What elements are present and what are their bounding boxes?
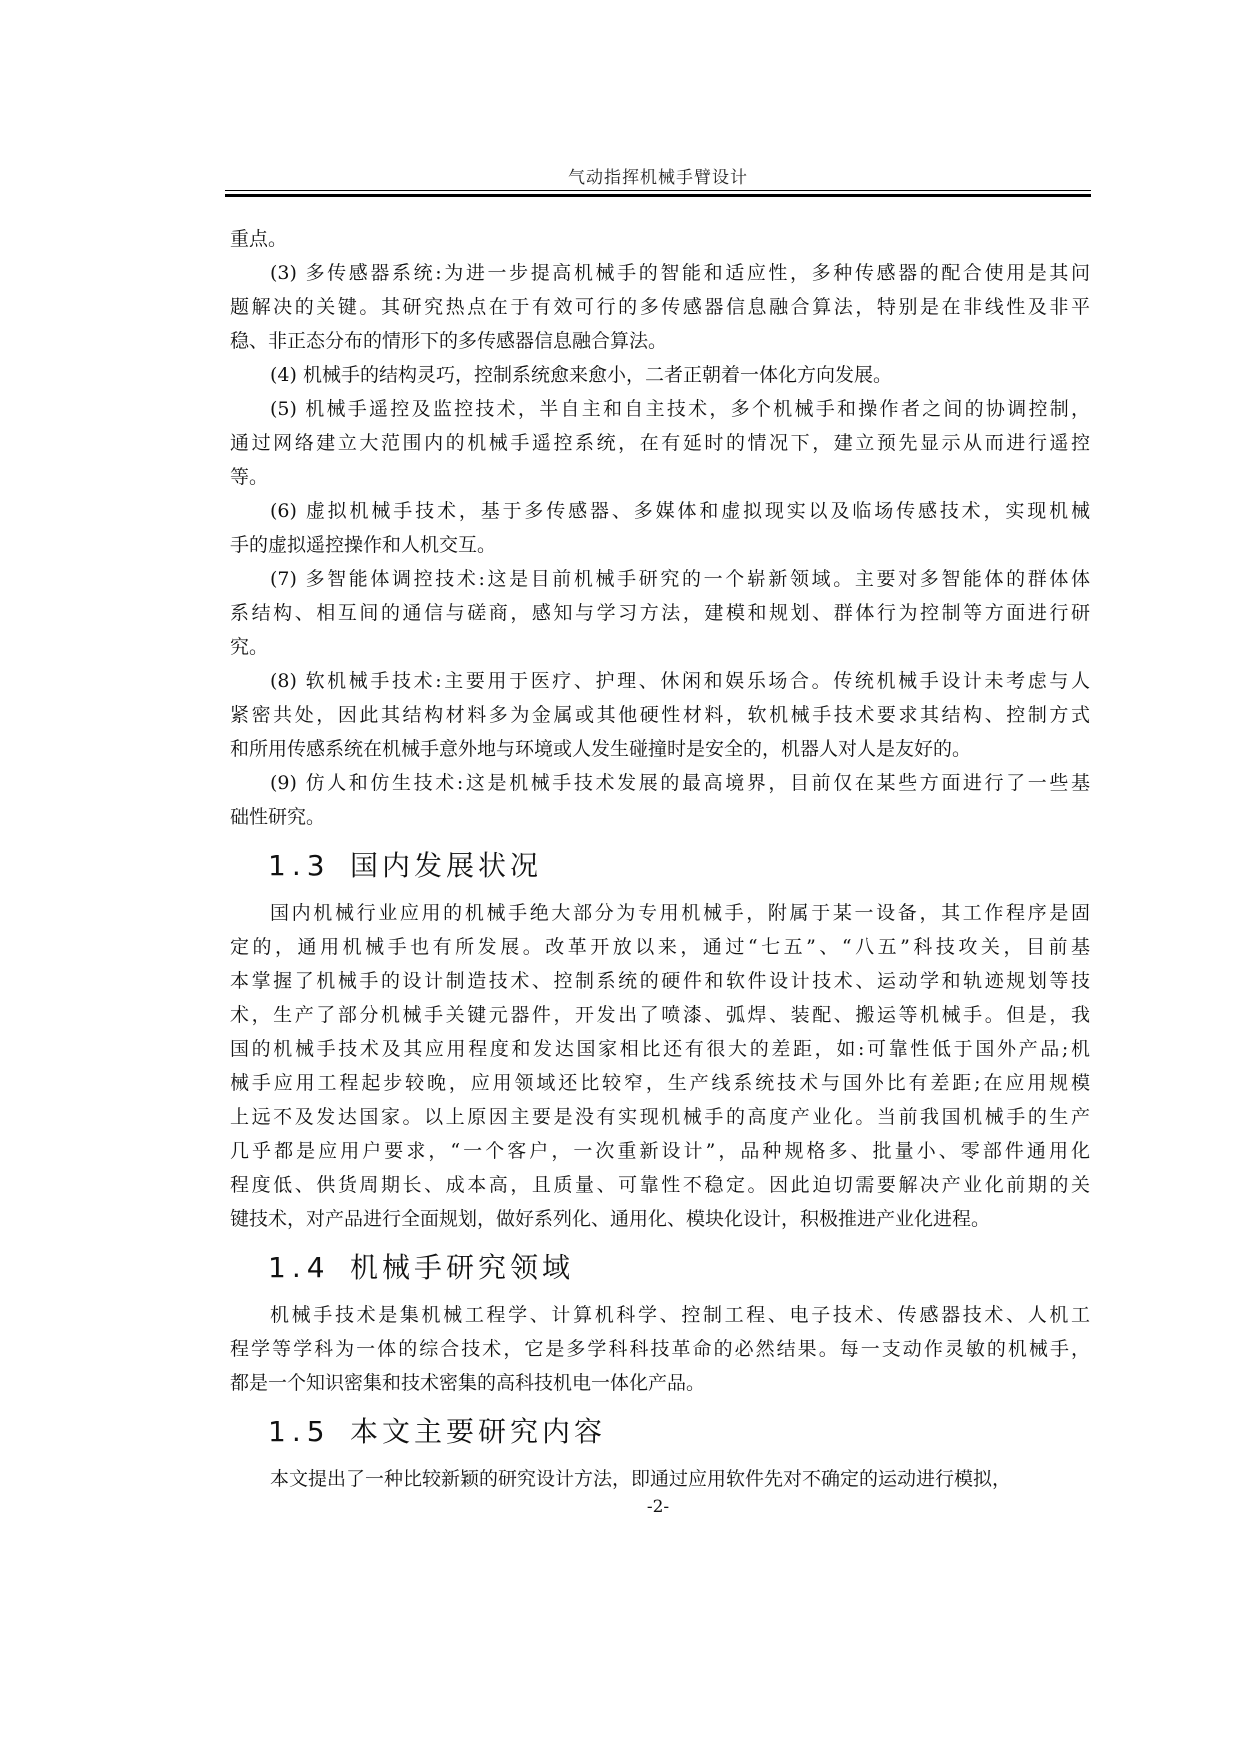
- text-line: 本文提出了一种比较新颖的研究设计方法，即通过应用软件先对不确定的运动进行模拟，: [270, 1468, 1012, 1490]
- paragraph: [230, 766, 1090, 834]
- paragraph: [230, 222, 1090, 256]
- text-line: 础性研究。: [230, 806, 326, 828]
- running-header: 气动指挥机械手臂设计: [568, 168, 748, 188]
- text-line: 械手应用工程起步较晚，应用领域还比较窄，生产线系统技术与国外比有差距;在应用规模: [230, 1072, 1090, 1094]
- paragraph: [230, 358, 1090, 392]
- paragraph: [230, 1298, 1090, 1400]
- section-title: 国内发展状况: [350, 849, 543, 882]
- text-line: 通过网络建立大范围内的机械手遥控系统，在有延时的情况下，建立预先显示从而进行遥控: [230, 432, 1090, 454]
- header-rule-thin: [225, 190, 1091, 191]
- text-line: (7) 多智能体调控技术:这是目前机械手研究的一个崭新领域。主要对多智能体的群体体: [270, 568, 1090, 590]
- text-line: (5) 机械手遥控及监控技术，半自主和自主技术，多个机械手和操作者之间的协调控制，: [270, 398, 1090, 420]
- text-line: 上远不及发达国家。以上原因主要是没有实现机械手的高度产业化。当前我国机械手的生产: [230, 1106, 1090, 1128]
- text-line: 国的机械手技术及其应用程度和发达国家相比还有很大的差距，如:可靠性低于国外产品;机: [230, 1038, 1090, 1060]
- text-line: 稳、非正态分布的情形下的多传感器信息融合算法。: [230, 330, 668, 352]
- section-title: 机械手研究领域: [350, 1251, 575, 1284]
- page-number: -2-: [646, 1497, 670, 1517]
- text-line: 都是一个知识密集和技术密集的高科技机电一体化产品。: [230, 1372, 706, 1394]
- paragraph: [230, 562, 1090, 664]
- paragraph: [230, 896, 1090, 1236]
- text-line: 紧密共处，因此其结构材料多为金属或其他硬性材料，软机械手技术要求其结构、控制方式: [230, 704, 1090, 726]
- text-line: (6) 虚拟机械手技术，基于多传感器、多媒体和虚拟现实以及临场传感技术，实现机械: [270, 500, 1090, 522]
- paragraph: [230, 664, 1090, 766]
- text-line: 和所用传感系统在机械手意外地与环境或人发生碰撞时是安全的，机器人对人是友好的。: [230, 738, 972, 760]
- section-heading: [230, 1402, 1090, 1462]
- section-number: 1.3: [268, 849, 331, 882]
- paragraph: [230, 392, 1090, 494]
- text-line: 手的虚拟遥控操作和人机交互。: [230, 534, 497, 556]
- body-text: [230, 222, 1090, 1496]
- section-title: 本文主要研究内容: [350, 1415, 607, 1448]
- text-line: 本掌握了机械手的设计制造技术、控制系统的硬件和软件设计技术、运动学和轨迹规划等技: [230, 970, 1090, 992]
- text-line: (3) 多传感器系统:为进一步提高机械手的智能和适应性，多种传感器的配合使用是其问: [270, 262, 1090, 284]
- text-line: 系结构、相互间的通信与磋商，感知与学习方法，建模和规划、群体行为控制等方面进行研: [230, 602, 1090, 624]
- section-number: 1.5: [268, 1415, 331, 1448]
- text-line: 等。: [230, 466, 269, 488]
- section-number: 1.4: [268, 1251, 331, 1284]
- text-line: 程学等学科为一体的综合技术，它是多学科科技革命的必然结果。每一支动作灵敏的机械手，: [230, 1338, 1090, 1360]
- section-heading: [230, 1238, 1090, 1298]
- text-line: 题解决的关键。其研究热点在于有效可行的多传感器信息融合算法，特别是在非线性及非平: [230, 296, 1090, 318]
- text-line: 键技术，对产品进行全面规划，做好系列化、通用化、模块化设计，积极推进产业化进程。: [230, 1208, 991, 1230]
- paragraph: [230, 256, 1090, 358]
- text-line: 几乎都是应用户要求，“一个客户，一次重新设计”，品种规格多、批量小、零部件通用化: [230, 1140, 1090, 1162]
- header-rule-thick: [225, 194, 1091, 197]
- text-line: (9) 仿人和仿生技术:这是机械手技术发展的最高境界，目前仅在某些方面进行了一些基: [270, 772, 1090, 794]
- text-line: 重点。: [230, 228, 288, 250]
- text-line: (8) 软机械手技术:主要用于医疗、护理、休闲和娱乐场合。传统机械手设计未考虑与人: [270, 670, 1090, 692]
- text-line: 定的，通用机械手也有所发展。改革开放以来，通过“七五”、“八五”科技攻关，目前基: [230, 936, 1090, 958]
- text-line: 术，生产了部分机械手关键元器件，开发出了喷漆、弧焊、装配、搬运等机械手。但是，我: [230, 1004, 1090, 1026]
- text-line: (4) 机械手的结构灵巧，控制系统愈来愈小，二者正朝着一体化方向发展。: [270, 364, 892, 386]
- paragraph: [230, 1462, 1090, 1496]
- text-line: 程度低、供货周期长、成本高，且质量、可靠性不稳定。因此迫切需要解决产业化前期的关: [230, 1174, 1090, 1196]
- text-line: 国内机械行业应用的机械手绝大部分为专用机械手，附属于某一设备，其工作程序是固: [270, 902, 1090, 924]
- section-heading: [230, 836, 1090, 896]
- text-line: 机械手技术是集机械工程学、计算机科学、控制工程、电子技术、传感器技术、人机工: [270, 1304, 1090, 1326]
- paragraph: [230, 494, 1090, 562]
- text-line: 究。: [230, 636, 269, 658]
